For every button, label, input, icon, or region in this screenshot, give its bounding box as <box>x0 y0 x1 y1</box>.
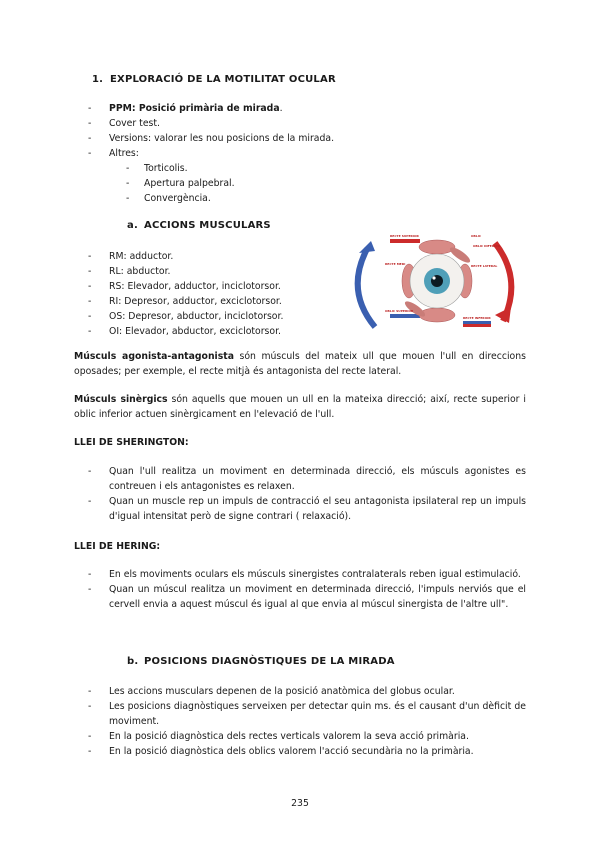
sectionB-title: POSICIONS DIAGNÒSTIQUES DE LA MIRADA <box>144 656 395 667</box>
bullet-dash: - <box>88 466 92 477</box>
list-item <box>88 494 526 524</box>
list-item-text: En la posició diagnòstica dels rectes verticals valorem la seva acció primària. <box>109 731 469 742</box>
label-recte-superior: RECTE SUPERIOR <box>390 234 419 238</box>
section1-title: EXPLORACIÓ DE LA MOTILITAT OCULAR <box>110 74 336 85</box>
list-item <box>88 131 388 146</box>
list-item-text <box>109 101 283 116</box>
bullet-dash: - <box>126 163 130 174</box>
hering-list <box>88 567 526 612</box>
label-recte-lateral: RECTE LATERAL <box>471 264 498 268</box>
bullet-dash: - <box>88 569 92 580</box>
list-item-text: RI: Depresor, adductor, exciclotorsor. <box>109 296 282 307</box>
sectionA-letter: a. <box>127 220 138 231</box>
list-item <box>88 116 388 131</box>
sinergics-rest: són aquells que mouen un ull en la mateixa direcció; així, recte superior i oblic inferior actuen sinèrgicament en l'elevació de l'ull. <box>74 394 526 420</box>
label-recte-inferior: RECTE INFERIOR <box>463 316 491 320</box>
list-item <box>88 464 526 494</box>
sectionB-list <box>88 684 526 759</box>
paragraph-agonista <box>74 349 526 379</box>
label-oblic-superior: OBLIC SUPERIOR <box>385 309 414 313</box>
list-item <box>88 729 526 744</box>
agonista-bold: Músculs agonista-antagonista <box>74 351 234 362</box>
bullet-dash: - <box>88 251 92 262</box>
list-item <box>88 324 328 339</box>
list-item <box>88 582 526 612</box>
bullet-dash: - <box>88 281 92 292</box>
list-item <box>88 294 328 309</box>
list-item-text: Quan l'ull realitza un moviment en determinada direcció, els músculs agonistes es contreuen i els antagonistes es relaxen. <box>109 466 526 492</box>
list-item-text: OS: Depresor, abductor, inciclotorsor. <box>109 311 284 322</box>
sub-list-item <box>88 161 388 176</box>
superior-rectus-muscle <box>419 240 455 254</box>
sub-item-text: Torticolis. <box>144 163 188 174</box>
bullet-dash: - <box>88 118 92 129</box>
label-oblic: OBLIC <box>471 234 482 238</box>
list-item-text: RM: adductor. <box>109 251 174 262</box>
sectionB-letter: b. <box>127 656 139 667</box>
agonista-rest: són músculs del mateix ull que mouen l'ull en direccions oposades; per exemple, el recte mitjà és antagonista del recte lateral. <box>74 351 526 377</box>
pupil <box>431 275 443 287</box>
bullet-dash: - <box>88 746 92 757</box>
page-number: 235 <box>291 798 309 809</box>
sub-list-item <box>88 191 388 206</box>
blue-arrowhead <box>359 241 375 253</box>
bullet-dash: - <box>88 311 92 322</box>
list-item-text: En la posició diagnòstica dels oblics valorem l'acció secundària no la primària. <box>109 746 474 757</box>
sectionA-title: ACCIONS MUSCULARS <box>144 220 271 231</box>
sherington-list <box>88 464 526 524</box>
bullet-dash: - <box>88 266 92 277</box>
blue-bar-bottom-left <box>390 314 420 318</box>
bullet-dash: - <box>88 103 92 114</box>
bullet-dash: - <box>126 178 130 189</box>
list-item <box>88 699 526 729</box>
bullet-dash: - <box>88 326 92 337</box>
list-item <box>88 249 328 264</box>
blue-arrow-left <box>358 249 375 327</box>
list-item-text: Les accions musculars depenen de la posició anatòmica del globus ocular. <box>109 686 455 697</box>
list-item-text: Altres: <box>109 148 139 159</box>
bullet-dash: - <box>88 148 92 159</box>
bullet-dash: - <box>88 584 92 595</box>
sub-item-text: Apertura palpebral. <box>144 178 235 189</box>
eye-muscles-figure <box>345 229 525 341</box>
pupil-highlight <box>432 276 435 279</box>
bullet-dash: - <box>88 701 92 712</box>
list-item-text: Les posicions diagnòstiques serveixen per detectar quin ms. és el causant d'un dèficit de moviment. <box>109 701 526 727</box>
list-item <box>88 264 328 279</box>
list-item <box>88 146 388 161</box>
list-item <box>88 279 328 294</box>
section1-list <box>88 101 388 206</box>
list-item <box>88 309 328 324</box>
section1-number: 1. <box>92 74 104 85</box>
list-item-text: Cover test. <box>109 118 160 129</box>
bullet-dash: - <box>126 193 130 204</box>
list-item-text: RL: abductor. <box>109 266 171 277</box>
list-item-text: Versions: valorar les nou posicions de la mirada. <box>109 133 335 144</box>
sherington-heading: LLEI DE SHERINGTON: <box>74 437 189 448</box>
list-item-text: Quan un muscle rep un impuls de contracció el seu antagonista ipsilateral rep un impuls d'igual intensitat però de signe contrari ( relaxació). <box>109 496 526 522</box>
bullet-dash: - <box>88 296 92 307</box>
red-bar-top-left <box>390 239 420 243</box>
bullet-dash: - <box>88 686 92 697</box>
label-oblic-inferior: OBLIC INFERIOR <box>473 244 501 248</box>
sub-list-item <box>88 176 388 191</box>
bullet-dash: - <box>88 496 92 507</box>
list-item <box>88 744 526 759</box>
sub-item-text: Convergència. <box>144 193 211 204</box>
list-item <box>88 101 388 116</box>
bullet-dash: - <box>88 731 92 742</box>
ppm-bold: PPM: Posició primària de mirada <box>109 103 280 114</box>
red-bar-bottom-right <box>463 324 491 327</box>
paragraph-sinergics <box>74 392 526 422</box>
sinergics-bold: Músculs sinèrgics <box>74 394 168 405</box>
list-item-text: OI: Elevador, abductor, exciclotorsor. <box>109 326 281 337</box>
bullet-dash: - <box>88 133 92 144</box>
hering-heading: LLEI DE HERING: <box>74 541 161 552</box>
list-item <box>88 567 526 582</box>
sectionA-list <box>88 249 328 339</box>
list-item-text: RS: Elevador, adductor, inciclotorsor. <box>109 281 281 292</box>
list-item <box>88 684 526 699</box>
list-item-text: Quan un múscul realitza un moviment en determinada direcció, l'impuls nerviós que el cervell envia a aquest múscul és igual al que envia al múscul sinergista de l'altre ull". <box>109 584 526 610</box>
list-item-text: En els moviments oculars els músculs sinergistes contralaterals reben igual estimulació. <box>109 569 521 580</box>
label-recte-medi: RECTE MEDI <box>385 262 406 266</box>
ppm-rest: . <box>279 103 283 114</box>
